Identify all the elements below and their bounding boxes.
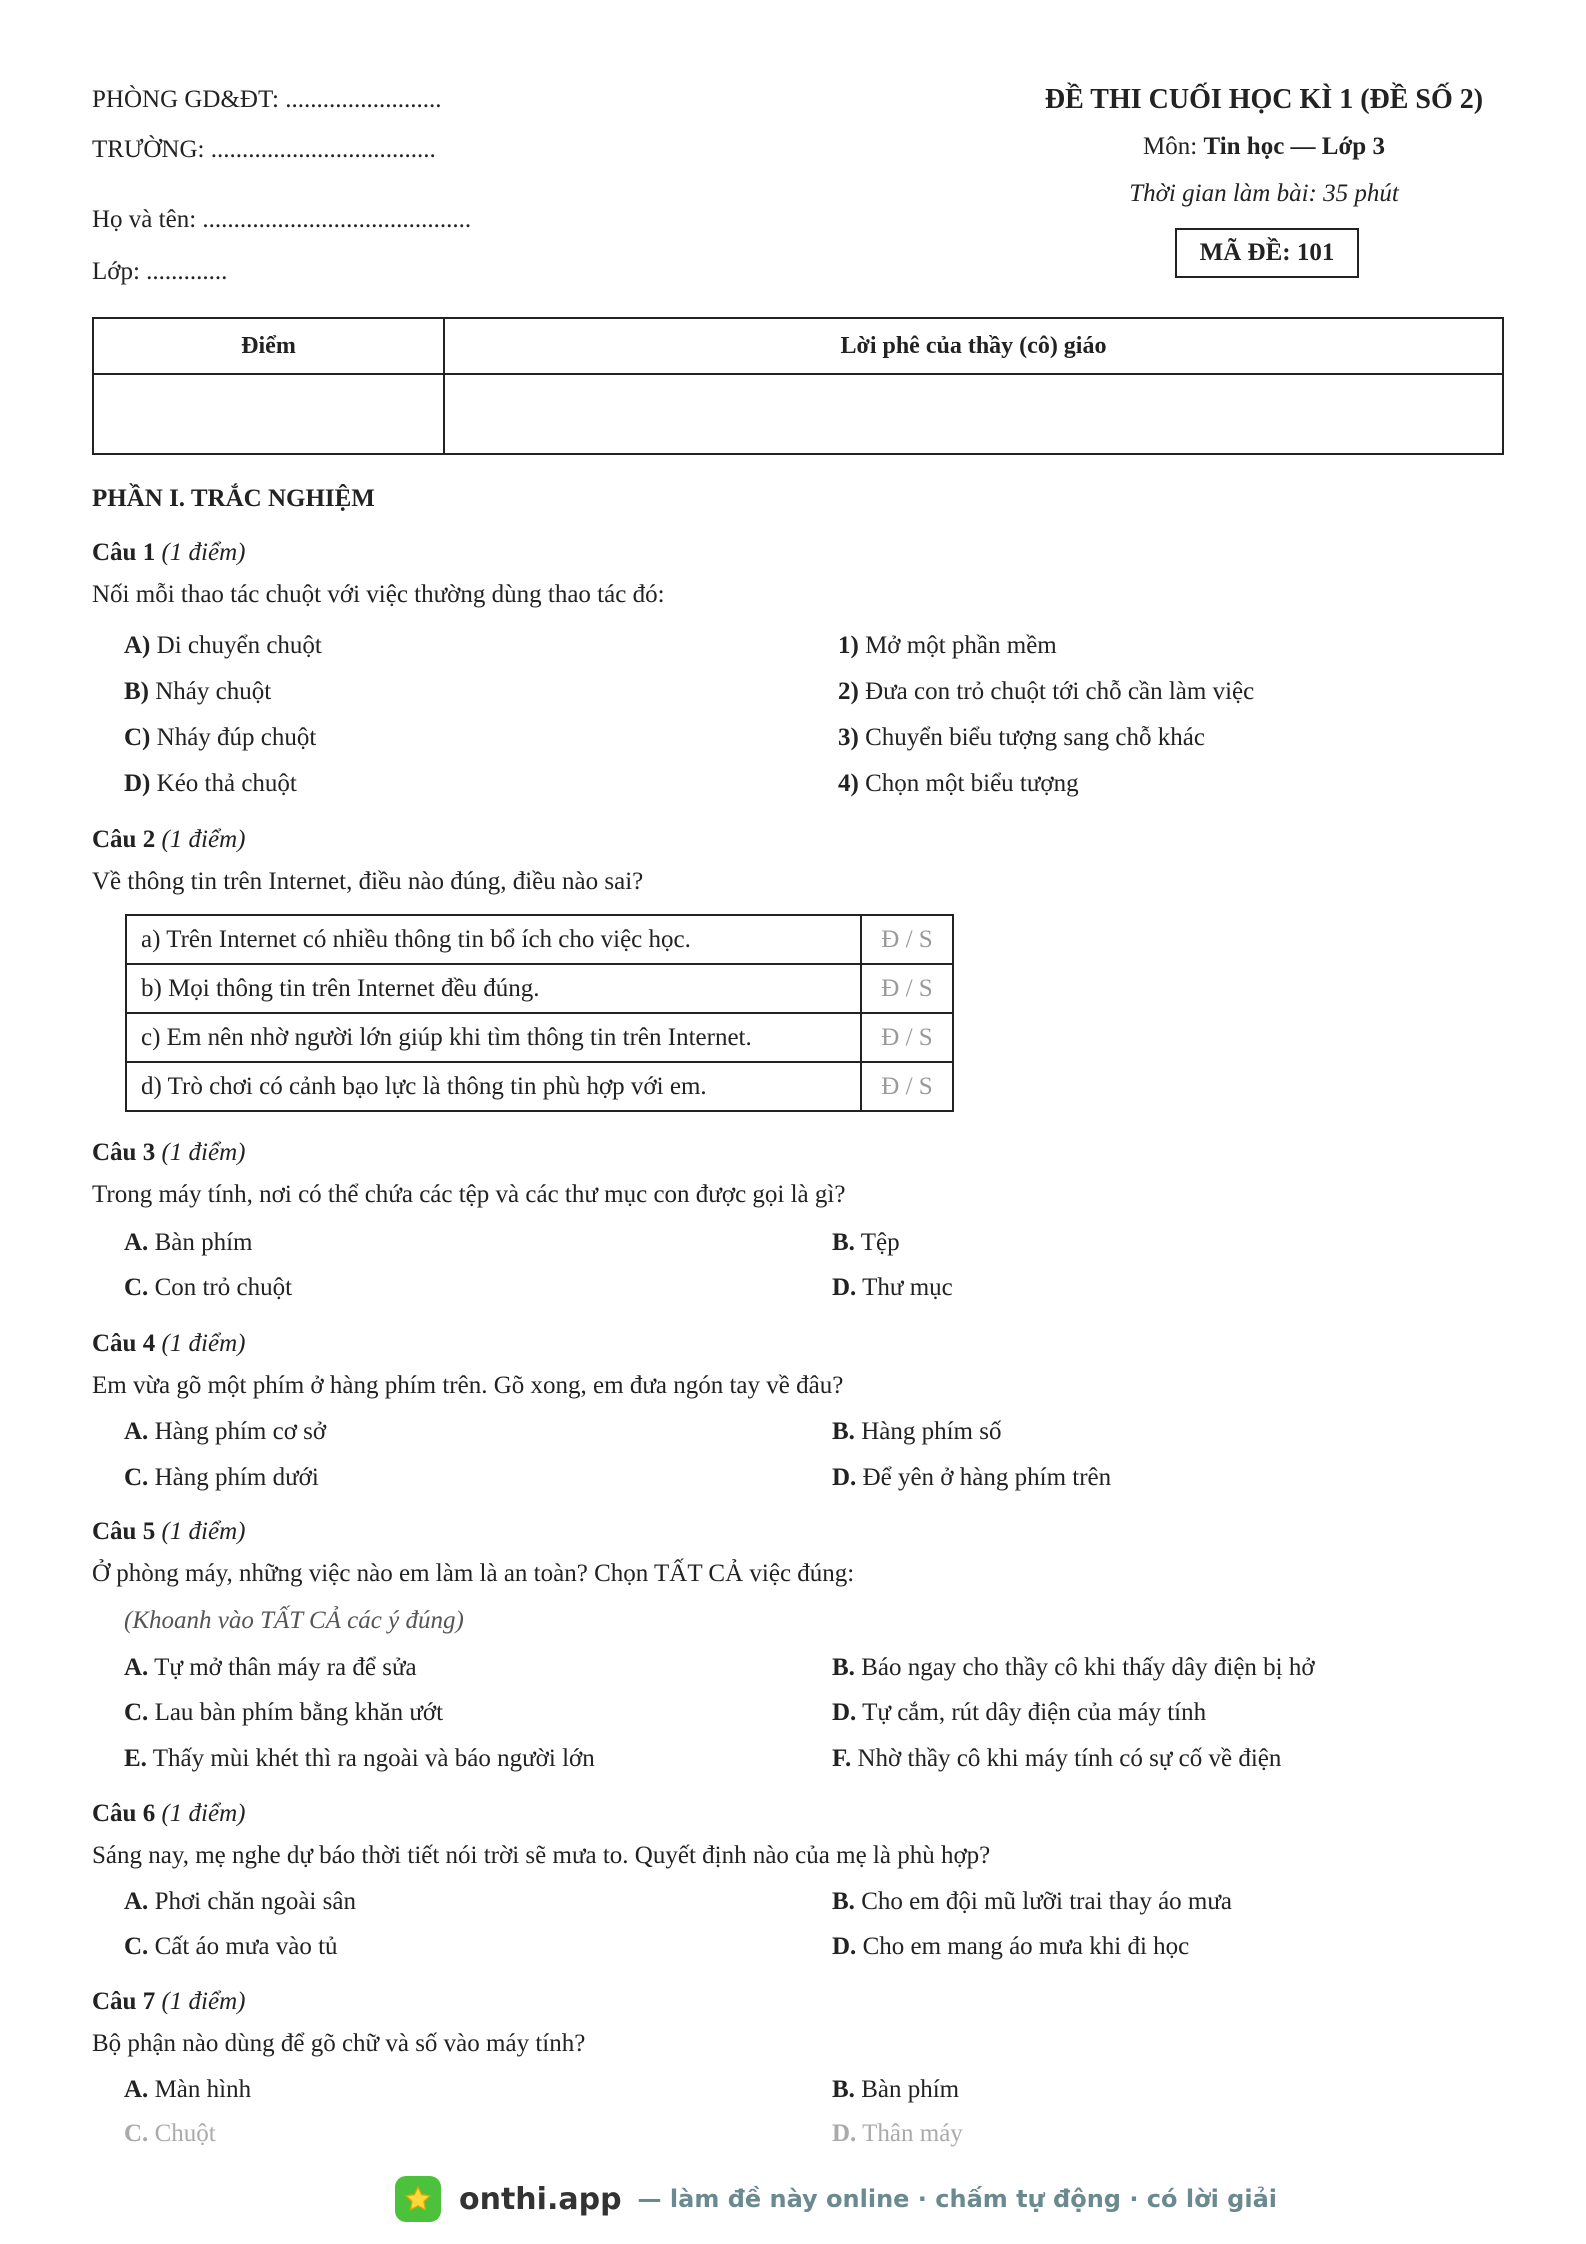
q1-left-item [124, 678, 271, 706]
option-text: Phơi chăn ngoài sân [154, 1888, 356, 1915]
option-key: D) [124, 770, 151, 797]
q6-text: Sáng nay, mẹ nghe dự báo thời tiết nói trời sẽ mưa to. Quyết định nào của mẹ là phù hợp? [92, 1842, 991, 1869]
q4-option[interactable] [124, 1464, 319, 1492]
q5-option[interactable] [124, 1654, 417, 1682]
star-icon-shape [403, 2184, 433, 2214]
option-key: D. [832, 1699, 857, 1726]
option-key: B. [832, 2076, 855, 2103]
option-key: F. [832, 1745, 852, 1772]
q5-option[interactable] [832, 1699, 1206, 1727]
option-text: Cho em đội mũ lưỡi trai thay áo mưa [861, 1888, 1233, 1915]
q1-header [92, 539, 245, 567]
q6-option[interactable] [124, 1888, 356, 1916]
q3-text: Trong máy tính, nơi có thể chứa các tệp và các thư mục con được gọi là gì? [92, 1181, 846, 1208]
option-key: 4) [838, 770, 859, 797]
subject: Tin học — Lớp 3 [1203, 133, 1385, 160]
exam-time: Thời gian làm bài: 35 phút [1129, 180, 1399, 207]
brand-tagline: — làm đề này online · chấm tự động · có lời giải [637, 2185, 1278, 2213]
option-text: Tự cắm, rút dây điện của máy tính [862, 1699, 1207, 1726]
option-key: 3) [838, 724, 859, 751]
star-icon [395, 2176, 441, 2222]
q5-option[interactable] [124, 1745, 595, 1773]
q7-label: Câu 7 [92, 1988, 156, 2015]
option-key: C. [124, 1933, 149, 1960]
q5-hint: (Khoanh vào TẤT CẢ các ý đúng) [124, 1607, 464, 1634]
exam-title: ĐỀ THI CUỐI HỌC KÌ 1 (ĐỀ SỐ 2) [1044, 84, 1484, 115]
option-text: Thấy mùi khét thì ra ngoài và báo người lớn [152, 1745, 595, 1772]
option-key: D. [832, 2120, 857, 2147]
option-key: 1) [838, 632, 859, 659]
subject-line [1024, 133, 1504, 161]
subject-prefix: Môn: [1143, 133, 1204, 160]
q4-header [92, 1330, 245, 1358]
option-text: Cho em mang áo mưa khi đi học [862, 1933, 1190, 1960]
option-text: Thân máy [862, 2120, 963, 2147]
q7-text: Bộ phận nào dùng để gõ chữ và số vào máy tính? [92, 2030, 586, 2057]
option-text: Mở một phần mềm [865, 632, 1057, 659]
option-text: Tự mở thân máy ra để sửa [154, 1654, 417, 1681]
comment-cell[interactable] [444, 374, 1503, 454]
answer-cell[interactable]: Đ / S [861, 915, 953, 964]
school-field: TRƯỜNG: .................................... [92, 136, 436, 163]
q1-right-item [838, 632, 1057, 660]
option-text: Bàn phím [154, 1229, 253, 1256]
statement-cell: d) Trò chơi có cảnh bạo lực là thông tin phù hợp với em. [126, 1062, 861, 1111]
option-text: Chọn một biểu tượng [865, 770, 1079, 797]
q5-label: Câu 5 [92, 1518, 156, 1545]
option-key: E. [124, 1745, 147, 1772]
option-text: Tệp [860, 1229, 900, 1256]
q1-right-item [838, 770, 1079, 798]
option-key: C. [124, 1699, 149, 1726]
q1-right-item [838, 724, 1205, 752]
score-cell[interactable] [93, 374, 444, 454]
q2-header [92, 826, 245, 854]
option-key: A. [124, 1888, 149, 1915]
q1-right-item [838, 678, 1254, 706]
option-key: A. [124, 1229, 149, 1256]
option-key: B. [832, 1229, 855, 1256]
option-text: Màn hình [154, 2076, 252, 2103]
option-key: C. [124, 1274, 149, 1301]
q7-option[interactable] [832, 2120, 963, 2148]
q6-option[interactable] [832, 1933, 1189, 1961]
q2-text: Về thông tin trên Internet, điều nào đúng, điều nào sai? [92, 868, 644, 895]
table-row [126, 1062, 953, 1111]
option-key: A. [124, 1654, 149, 1681]
q5-option[interactable] [832, 1745, 1281, 1773]
q3-option[interactable] [832, 1229, 900, 1257]
option-text: Nháy đúp chuột [156, 724, 317, 751]
exam-code: MÃ ĐỀ: 101 [1175, 228, 1359, 278]
q4-option[interactable] [832, 1418, 1001, 1446]
section-title: PHẦN I. TRẮC NGHIỆM [92, 485, 375, 512]
q1-left-item [124, 770, 297, 798]
q4-option[interactable] [124, 1418, 326, 1446]
q3-option[interactable] [124, 1229, 252, 1257]
option-text: Hàng phím cơ sở [154, 1418, 327, 1445]
option-key: A. [124, 1418, 149, 1445]
q5-points: (1 điểm) [161, 1518, 246, 1545]
option-text: Đưa con trỏ chuột tới chỗ cần làm việc [865, 678, 1255, 705]
answer-cell[interactable]: Đ / S [861, 1013, 953, 1062]
option-key: B. [832, 1654, 855, 1681]
q2-points: (1 điểm) [161, 826, 246, 853]
option-key: D. [832, 1274, 857, 1301]
q1-left-item [124, 632, 322, 660]
q4-points: (1 điểm) [161, 1330, 246, 1357]
option-key: A) [124, 632, 151, 659]
option-key: B) [124, 678, 149, 705]
q7-header [92, 1988, 245, 2016]
q6-option[interactable] [832, 1888, 1232, 1916]
q7-points: (1 điểm) [161, 1988, 246, 2015]
option-text: Nhờ thầy cô khi máy tính có sự cố về điện [857, 1745, 1282, 1772]
q6-points: (1 điểm) [161, 1800, 246, 1827]
option-text: Chuột [154, 2120, 216, 2147]
q7-option[interactable] [832, 2076, 959, 2104]
q5-header [92, 1518, 245, 1546]
comment-header: Lời phê của thầy (cô) giáo [444, 318, 1503, 374]
answer-cell[interactable]: Đ / S [861, 1062, 953, 1111]
q5-option[interactable] [124, 1699, 443, 1727]
option-key: C) [124, 724, 151, 751]
option-key: C. [124, 1464, 149, 1491]
footer-banner[interactable] [395, 2173, 1277, 2225]
q7-option[interactable] [124, 2120, 216, 2148]
option-key: D. [832, 1464, 857, 1491]
option-text: Báo ngay cho thầy cô khi thấy dây điện bị hở [861, 1654, 1315, 1681]
option-text: Lau bàn phím bằng khăn ướt [154, 1699, 444, 1726]
q1-text: Nối mỗi thao tác chuột với việc thường dùng thao tác đó: [92, 581, 665, 608]
student-name-field: Họ và tên: ........................................... [92, 206, 472, 233]
true-false-table [125, 914, 954, 1112]
statement-cell: b) Mọi thông tin trên Internet đều đúng. [126, 964, 861, 1013]
option-text: Để yên ở hàng phím trên [862, 1464, 1112, 1491]
table-row [126, 964, 953, 1013]
option-key: B. [832, 1888, 855, 1915]
option-text: Kéo thả chuột [156, 770, 297, 797]
q4-label: Câu 4 [92, 1330, 156, 1357]
q4-text: Em vừa gõ một phím ở hàng phím trên. Gõ xong, em đưa ngón tay về đâu? [92, 1372, 844, 1399]
q4-option[interactable] [832, 1464, 1111, 1492]
q1-label: Câu 1 [92, 539, 156, 566]
q1-points: (1 điểm) [161, 539, 246, 566]
dept-field: PHÒNG GD&ĐT: ......................... [92, 86, 442, 113]
q3-option[interactable] [124, 1274, 292, 1302]
option-text: Bàn phím [861, 2076, 960, 2103]
option-text: Cất áo mưa vào tủ [154, 1933, 338, 1960]
statement-cell: a) Trên Internet có nhiều thông tin bổ ích cho việc học. [126, 915, 861, 964]
q3-header [92, 1139, 245, 1167]
score-header: Điểm [93, 318, 444, 374]
option-text: Hàng phím dưới [154, 1464, 319, 1491]
grade-table [92, 317, 1504, 455]
table-row [126, 915, 953, 964]
option-key: B. [832, 1418, 855, 1445]
q1-left-item [124, 724, 316, 752]
option-key: C. [124, 2120, 149, 2147]
q6-label: Câu 6 [92, 1800, 156, 1827]
option-text: Hàng phím số [861, 1418, 1002, 1445]
q6-option[interactable] [124, 1933, 338, 1961]
option-key: 2) [838, 678, 859, 705]
statement-cell: c) Em nên nhờ người lớn giúp khi tìm thông tin trên Internet. [126, 1013, 861, 1062]
option-text: Nháy chuột [155, 678, 272, 705]
option-text: Con trỏ chuột [154, 1274, 293, 1301]
q3-option[interactable] [832, 1274, 953, 1302]
class-field: Lớp: ............. [92, 258, 228, 285]
option-key: D. [832, 1933, 857, 1960]
option-text: Chuyển biểu tượng sang chỗ khác [865, 724, 1205, 751]
q2-label: Câu 2 [92, 826, 156, 853]
option-key: A. [124, 2076, 149, 2103]
answer-cell[interactable]: Đ / S [861, 964, 953, 1013]
table-row [126, 1013, 953, 1062]
q3-label: Câu 3 [92, 1139, 156, 1166]
brand-name[interactable]: onthi.app [459, 2181, 622, 2217]
q3-points: (1 điểm) [161, 1139, 246, 1166]
option-text: Di chuyển chuột [156, 632, 322, 659]
q5-text: Ở phòng máy, những việc nào em làm là an toàn? Chọn TẤT CẢ việc đúng: [92, 1560, 855, 1587]
q5-option[interactable] [832, 1654, 1315, 1682]
q6-header [92, 1800, 245, 1828]
q7-option[interactable] [124, 2076, 251, 2104]
option-text: Thư mục [862, 1274, 953, 1301]
